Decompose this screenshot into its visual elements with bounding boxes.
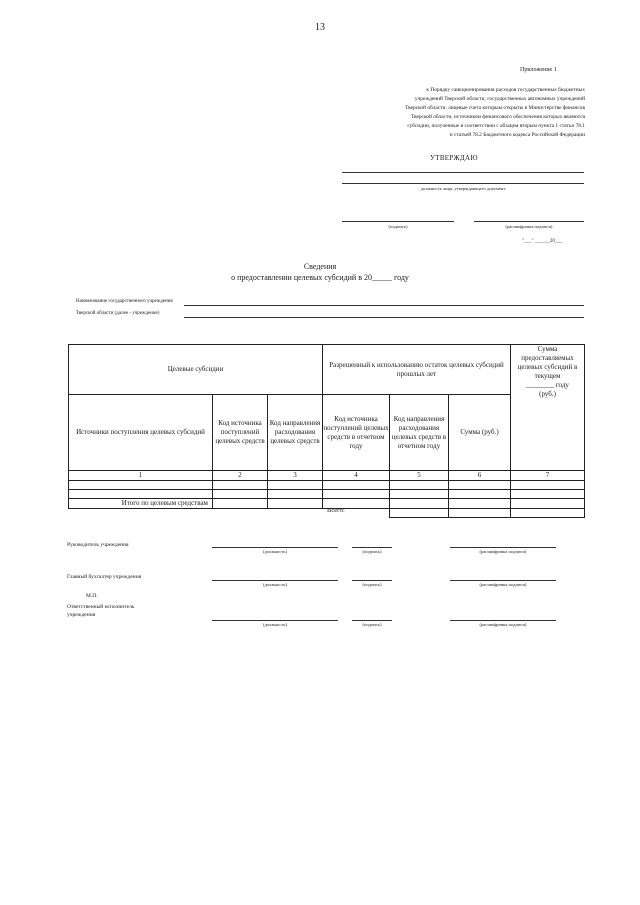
col-2-header: Код источника поступлений целевых средств: [213, 395, 268, 471]
head-decoding-line: [450, 547, 556, 548]
approval-decoding-caption: (расшифровка подписи): [505, 224, 553, 229]
accountant-position-caption: (должность): [262, 582, 288, 587]
accountant-decoding-caption: (расшифровка подписи): [479, 582, 527, 587]
head-signature-caption: (подпись): [362, 549, 382, 554]
column-number: 3: [268, 471, 323, 481]
appendix-line: и статьей 78.2 Бюджетного кодекса Российской Федерации: [449, 132, 585, 138]
appendix-line: учреждений Тверской области, государственных автономных учреждений: [414, 96, 585, 102]
accountant-signature-caption: (подпись): [362, 582, 382, 587]
accountant-signature-line: [352, 580, 392, 581]
approval-date: "___" ______20___: [522, 239, 563, 244]
approval-decoding-line: [474, 221, 584, 222]
org-line-1: [184, 305, 584, 306]
group-header-remainder: Разрешенный к использованию остаток целевых субсидий прошлых лет: [323, 345, 511, 395]
document-subtitle: о предоставлении целевых субсидий в 20_____ году: [231, 273, 409, 282]
column-numbers-row: [69, 471, 585, 481]
col-5-header: Код направления расходования целевых средств в отчетном году: [390, 395, 449, 471]
stamp-placeholder: М.П.: [86, 593, 98, 599]
subtotal-label: Итого по целевым средствам: [69, 499, 213, 509]
column-number: 5: [390, 471, 449, 481]
col-7-header: Сумма предоставляемых целевых субсидий в текущем ________ году (руб.): [511, 345, 585, 471]
executor-signature-caption: (подпись): [362, 622, 382, 627]
appendix-line: Тверской области, источником финансового обеспечения которых являются: [410, 114, 585, 120]
approval-line: [342, 172, 584, 173]
approval-signature-caption: (подпись): [388, 224, 408, 229]
approval-position-line: [342, 183, 584, 184]
appendix-line: субсидии, полученные в соответствии с абзацем вторым пункта 1 статьи 78.1: [407, 123, 585, 129]
head-signature-line: [352, 547, 392, 548]
column-number: 7: [511, 471, 585, 481]
head-position-caption: (должность): [262, 549, 288, 554]
accountant-decoding-line: [450, 580, 556, 581]
org-label-2: Тверской области (далее - учреждение): [76, 311, 160, 316]
appendix-line: к Порядку санкционирования расходов государственных бюджетных: [426, 87, 585, 93]
approval-heading: УТВЕРЖДАЮ: [430, 154, 478, 162]
executor-position-line: [212, 620, 338, 621]
document-title: Сведения: [303, 262, 337, 271]
subsidies-table: [68, 344, 585, 518]
head-position-line: [212, 547, 338, 548]
head-label: Руководитель учреждения: [67, 542, 129, 548]
approval-signature-line: [342, 221, 454, 222]
head-decoding-caption: (расшифровка подписи): [479, 549, 527, 554]
org-line-2: [184, 317, 584, 318]
executor-decoding-caption: (расшифровка подписи): [479, 622, 527, 627]
appendix-line: Тверской области, лицевые счета которым открыты в Министерстве финансов: [405, 105, 585, 111]
group-header-subsidies: Целевые субсидии: [69, 345, 323, 395]
page-number: 13: [315, 22, 325, 33]
table-row: [69, 490, 585, 499]
total-label: Всего:: [327, 507, 345, 514]
table-row: [69, 481, 585, 490]
executor-signature-line: [352, 620, 392, 621]
appendix-title: Приложение 1: [520, 67, 557, 73]
column-number: 1: [69, 471, 213, 481]
accountant-label: Главный бухгалтер учреждения: [67, 574, 142, 580]
col-3-header: Код направления расходования целевых средств: [268, 395, 323, 471]
col-4-header: Код источника поступлений целевых средств в отчетном году: [323, 395, 390, 471]
approval-position-caption: должность лица, утверждающего документ: [420, 186, 506, 191]
column-number: 6: [449, 471, 511, 481]
col-1-header: Источники поступления целевых субсидий: [69, 395, 213, 471]
org-label-1: Наименование государственного учреждения: [76, 299, 173, 304]
column-number: 4: [323, 471, 390, 481]
executor-label-2: учреждения: [67, 612, 96, 618]
column-number: 2: [213, 471, 268, 481]
accountant-position-line: [212, 580, 338, 581]
appendix-text: [338, 86, 585, 140]
executor-position-caption: (должность): [262, 622, 288, 627]
executor-label-1: Ответственный исполнитель: [67, 604, 135, 610]
col-6-header: Сумма (руб.): [449, 395, 511, 471]
executor-decoding-line: [450, 620, 556, 621]
